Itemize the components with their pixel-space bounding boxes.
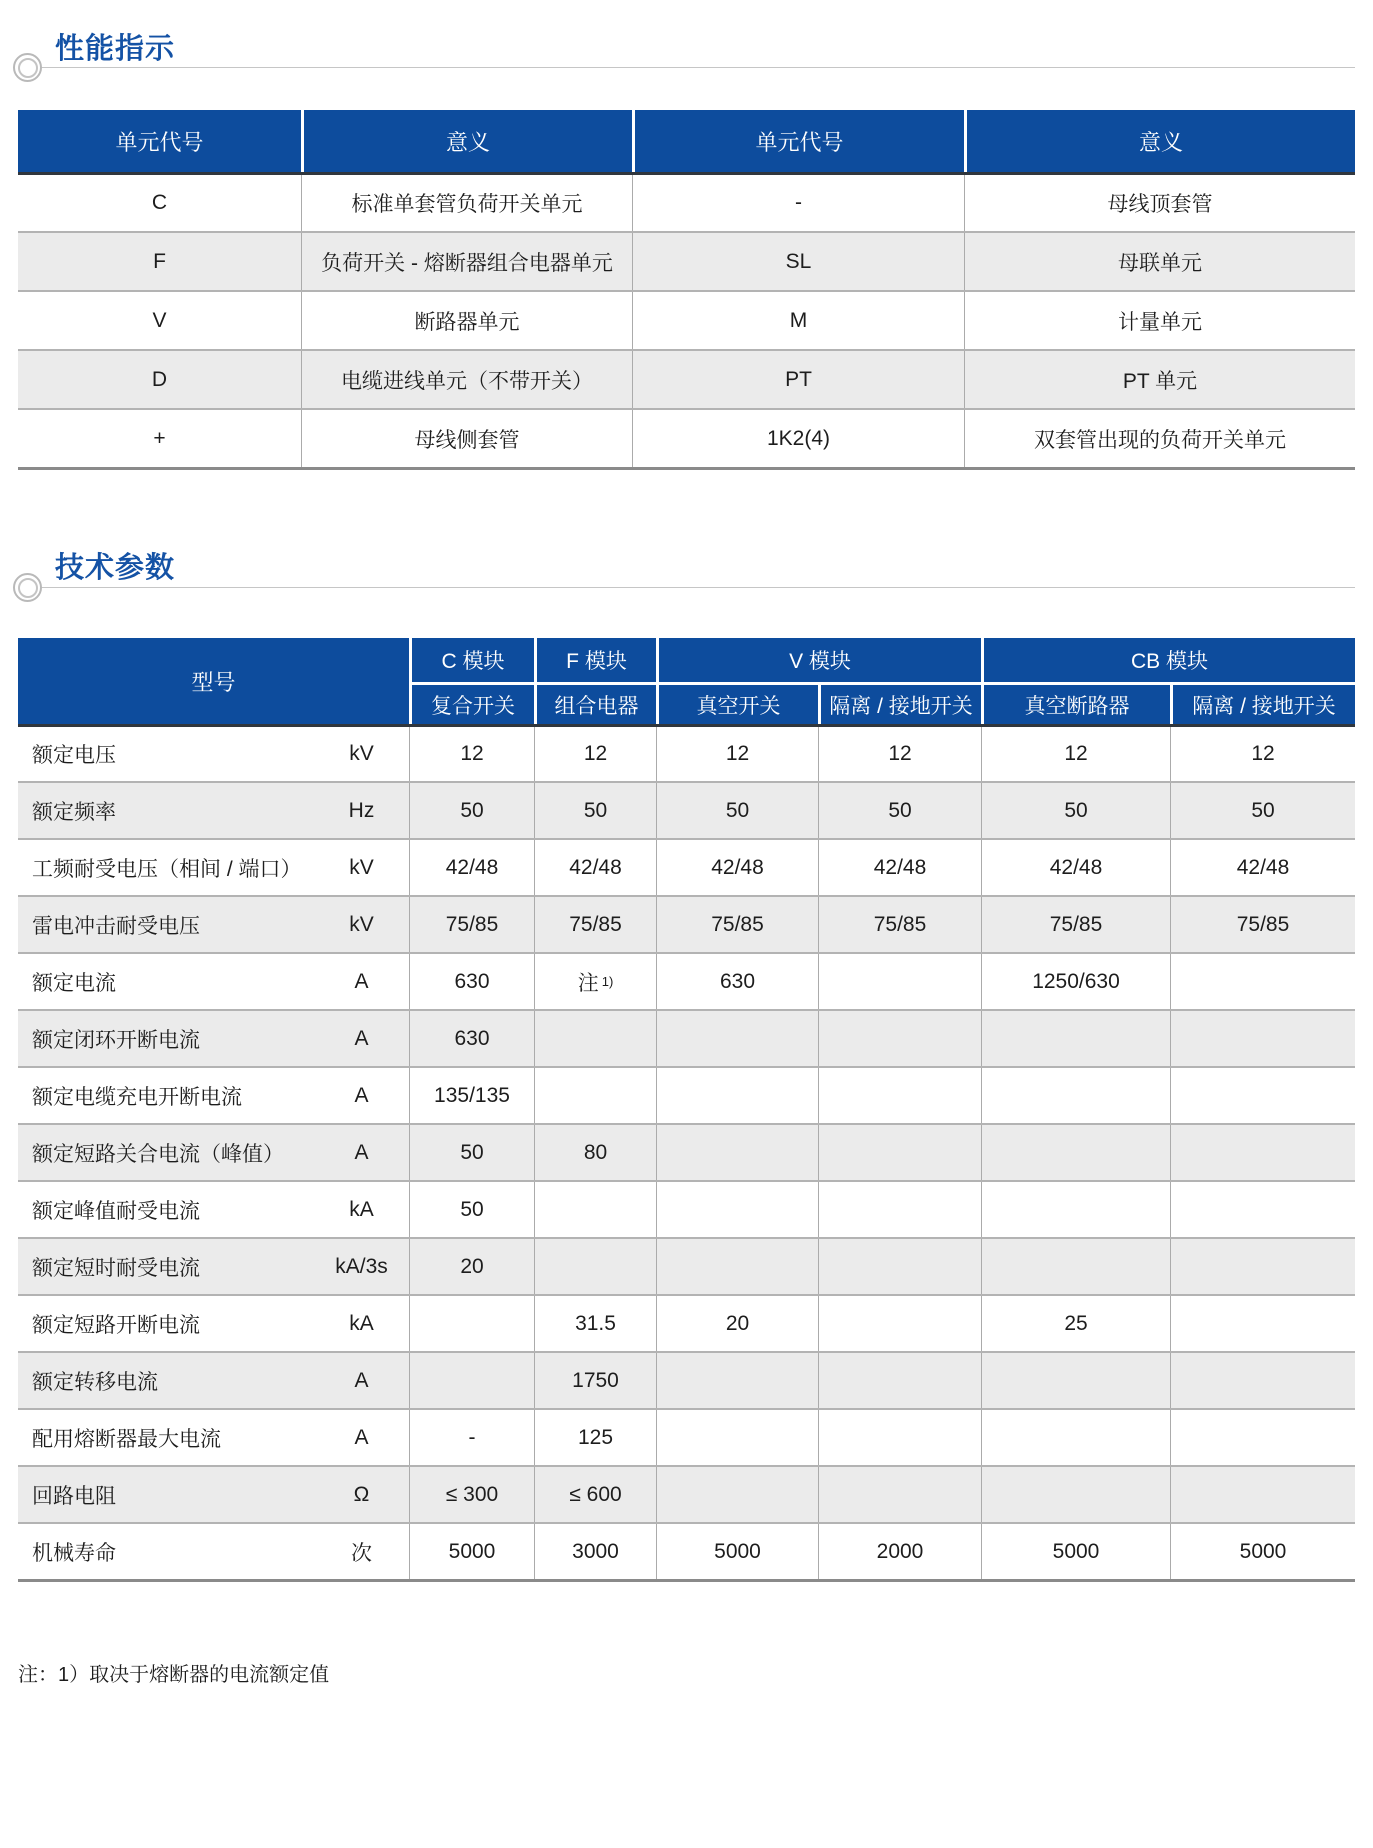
param-value: 20 <box>656 1296 818 1351</box>
param-label-cell <box>18 840 409 895</box>
param-row <box>18 838 1355 895</box>
param-value <box>409 1296 534 1351</box>
param-label-cell <box>18 1125 409 1180</box>
unit-table-header-cell: 意义 <box>301 110 632 172</box>
param-value: 42/48 <box>818 840 981 895</box>
param-value <box>818 1353 981 1408</box>
param-unit: kV <box>349 742 374 765</box>
param-name: 额定转移电流 <box>32 1370 158 1394</box>
param-value: 12 <box>409 727 534 781</box>
param-value <box>656 1353 818 1408</box>
unit-table-row <box>18 408 1355 467</box>
param-value <box>818 1125 981 1180</box>
param-value: 42/48 <box>981 840 1170 895</box>
section-divider-ring-icon <box>13 573 42 602</box>
param-value: 50 <box>409 783 534 838</box>
param-value: 50 <box>656 783 818 838</box>
unit-table-cell: 母联单元 <box>964 233 1355 290</box>
param-name: 额定频率 <box>32 800 116 824</box>
param-value: - <box>409 1410 534 1465</box>
module-subheader: 隔离 / 接地开关 <box>1170 685 1355 724</box>
param-label-cell <box>18 1182 409 1237</box>
param-value <box>1170 954 1355 1009</box>
param-value <box>534 1068 656 1123</box>
param-name: 雷电冲击耐受电压 <box>32 914 200 938</box>
unit-table-cell: 电缆进线单元（不带开关） <box>301 351 632 408</box>
param-value <box>534 1239 656 1294</box>
param-value: 630 <box>409 1011 534 1066</box>
param-value <box>818 1239 981 1294</box>
param-value: 5000 <box>409 1524 534 1579</box>
param-unit: kA <box>349 1197 374 1221</box>
param-label-cell <box>18 1011 409 1066</box>
param-label-cell <box>18 1353 409 1408</box>
section-title-performance: 性能指示 <box>55 33 176 65</box>
param-value <box>1170 1011 1355 1066</box>
param-row <box>18 724 1355 781</box>
module-subheader: 真空断路器 <box>981 685 1170 724</box>
module-subheader: 隔离 / 接地开关 <box>818 685 981 724</box>
param-label-cell <box>18 1467 409 1522</box>
param-row <box>18 1465 1355 1522</box>
unit-table-cell: 母线侧套管 <box>301 410 632 467</box>
module-subheader: 复合开关 <box>409 685 534 724</box>
param-value: 125 <box>534 1410 656 1465</box>
unit-table-cell: V <box>152 308 167 332</box>
param-value: 1250/630 <box>981 954 1170 1009</box>
module-group-header-row <box>409 638 1355 682</box>
param-value <box>656 1239 818 1294</box>
param-value: 80 <box>534 1125 656 1180</box>
param-value <box>1170 1353 1355 1408</box>
footnote: 注：1）取决于熔断器的电流额定值 <box>18 1664 330 1686</box>
param-table-model-header: 型号 <box>191 669 236 695</box>
param-value: ≤ 600 <box>534 1467 656 1522</box>
module-subheader: 组合电器 <box>534 685 656 724</box>
unit-table-cell: 断路器单元 <box>301 292 632 349</box>
param-value: 注 1) <box>534 954 656 1009</box>
param-value: 12 <box>981 727 1170 781</box>
unit-table-cell: C <box>151 191 168 214</box>
param-value: 1750 <box>534 1353 656 1408</box>
unit-table-header-cell: 意义 <box>964 110 1355 172</box>
param-value <box>818 1182 981 1237</box>
param-value: 50 <box>981 783 1170 838</box>
param-label-cell <box>18 1410 409 1465</box>
unit-table-cell: 双套管出现的负荷开关单元 <box>964 410 1355 467</box>
param-value <box>981 1125 1170 1180</box>
module-subheader: 真空开关 <box>656 685 818 724</box>
param-value <box>656 1182 818 1237</box>
param-value: 75/85 <box>409 897 534 952</box>
param-value <box>534 1011 656 1066</box>
param-name: 机械寿命 <box>32 1541 116 1565</box>
param-row <box>18 952 1355 1009</box>
param-value: 5000 <box>656 1524 818 1579</box>
param-value: 50 <box>409 1125 534 1180</box>
param-row <box>18 895 1355 952</box>
param-name: 额定短时耐受电流 <box>32 1256 200 1280</box>
unit-table-cell: 计量单元 <box>964 292 1355 349</box>
param-value <box>656 1410 818 1465</box>
param-name: 额定电压 <box>32 744 116 767</box>
param-label-cell <box>18 727 409 781</box>
param-row <box>18 781 1355 838</box>
param-unit: Ω <box>353 1482 370 1506</box>
param-value: 50 <box>409 1182 534 1237</box>
param-name: 额定峰值耐受电流 <box>32 1199 200 1223</box>
param-unit: kV <box>349 912 374 936</box>
param-unit: A <box>354 1425 369 1449</box>
param-value: 135/135 <box>409 1068 534 1123</box>
param-value <box>656 1467 818 1522</box>
param-value <box>656 1125 818 1180</box>
unit-table-row <box>18 290 1355 349</box>
param-value <box>656 1068 818 1123</box>
param-value: 12 <box>1170 727 1355 781</box>
module-group-header: V 模块 <box>656 638 981 682</box>
section-title-tech-params: 技术参数 <box>55 552 176 584</box>
param-row <box>18 1180 1355 1237</box>
param-unit: A <box>354 1083 369 1107</box>
module-group-header: CB 模块 <box>981 638 1355 682</box>
param-label-cell <box>18 1296 409 1351</box>
param-name: 配用熔断器最大电流 <box>32 1427 221 1451</box>
param-value <box>1170 1182 1355 1237</box>
param-value <box>1170 1296 1355 1351</box>
param-name: 额定闭环开断电流 <box>32 1028 200 1052</box>
unit-table-header <box>18 110 1355 172</box>
param-value: 5000 <box>981 1524 1170 1579</box>
param-value: 25 <box>981 1296 1170 1351</box>
param-value: 75/85 <box>656 897 818 952</box>
param-value <box>981 1011 1170 1066</box>
module-group-header: F 模块 <box>534 638 656 682</box>
param-value: 42/48 <box>409 840 534 895</box>
param-value: 31.5 <box>534 1296 656 1351</box>
param-value: 75/85 <box>1170 897 1355 952</box>
param-value: 630 <box>656 954 818 1009</box>
param-value: 2000 <box>818 1524 981 1579</box>
param-table-header-right <box>409 638 1355 724</box>
param-row <box>18 1351 1355 1408</box>
unit-table-cell: PT 单元 <box>964 351 1355 408</box>
param-value: ≤ 300 <box>409 1467 534 1522</box>
param-value: 42/48 <box>656 840 818 895</box>
param-name: 额定短路关合电流（峰值） <box>32 1142 284 1166</box>
param-value: 12 <box>818 727 981 781</box>
param-name: 额定短路开断电流 <box>32 1313 200 1337</box>
param-unit: kV <box>349 855 374 879</box>
param-unit: 次 <box>351 1541 372 1565</box>
param-value <box>818 1410 981 1465</box>
unit-table-row <box>18 349 1355 408</box>
unit-table-cell: 1K2(4) <box>632 410 964 467</box>
unit-code-table <box>18 110 1355 470</box>
param-value <box>409 1353 534 1408</box>
param-row <box>18 1123 1355 1180</box>
param-name: 回路电阻 <box>32 1484 116 1508</box>
param-name: 工频耐受电压（相间 / 端口） <box>32 857 302 881</box>
unit-table-cell: SL <box>632 233 964 290</box>
param-unit: A <box>354 969 369 993</box>
param-label-cell <box>18 1068 409 1123</box>
param-value: 5000 <box>1170 1524 1355 1579</box>
param-unit: A <box>354 1140 369 1164</box>
tech-params-table <box>18 638 1355 1582</box>
param-value <box>1170 1410 1355 1465</box>
param-label-cell <box>18 897 409 952</box>
param-value <box>1170 1239 1355 1294</box>
param-name: 额定电流 <box>32 971 116 995</box>
param-value <box>534 1182 656 1237</box>
param-row <box>18 1009 1355 1066</box>
unit-table-row <box>18 172 1355 231</box>
param-value: 42/48 <box>534 840 656 895</box>
unit-table-cell: 母线顶套管 <box>964 175 1355 231</box>
param-label-cell <box>18 1524 409 1579</box>
param-value <box>1170 1125 1355 1180</box>
param-unit: A <box>354 1026 369 1050</box>
unit-table-cell: 负荷开关 - 熔断器组合电器单元 <box>301 233 632 290</box>
param-value: 12 <box>534 727 656 781</box>
param-value: 630 <box>409 954 534 1009</box>
unit-table-cell: D <box>151 367 168 391</box>
unit-table-cell: PT <box>632 351 964 408</box>
param-value <box>818 954 981 1009</box>
param-name: 额定电缆充电开断电流 <box>32 1085 242 1109</box>
param-value <box>981 1239 1170 1294</box>
param-value <box>981 1068 1170 1123</box>
unit-table-cell: - <box>632 175 964 231</box>
param-value: 12 <box>656 727 818 781</box>
param-label-cell <box>18 783 409 838</box>
param-row <box>18 1408 1355 1465</box>
param-value <box>981 1410 1170 1465</box>
param-value: 75/85 <box>818 897 981 952</box>
param-unit: kA <box>349 1311 374 1335</box>
param-value: 50 <box>1170 783 1355 838</box>
param-row <box>18 1066 1355 1123</box>
section-divider-line <box>40 587 1355 588</box>
param-unit: A <box>354 1368 369 1392</box>
param-table-body <box>18 724 1355 1582</box>
param-value: 3000 <box>534 1524 656 1579</box>
param-value: 42/48 <box>1170 840 1355 895</box>
param-value <box>818 1011 981 1066</box>
param-value <box>818 1296 981 1351</box>
param-value: 75/85 <box>981 897 1170 952</box>
param-label-cell <box>18 1239 409 1294</box>
param-value <box>656 1011 818 1066</box>
param-row <box>18 1294 1355 1351</box>
param-row <box>18 1522 1355 1579</box>
module-group-header: C 模块 <box>409 638 534 682</box>
param-value: 75/85 <box>534 897 656 952</box>
param-value <box>1170 1068 1355 1123</box>
param-value <box>1170 1467 1355 1522</box>
param-row <box>18 1237 1355 1294</box>
unit-table-cell: + <box>153 426 166 450</box>
param-value: 50 <box>818 783 981 838</box>
param-value <box>818 1467 981 1522</box>
unit-table-header-cell: 单元代号 <box>632 110 964 172</box>
param-value: 50 <box>534 783 656 838</box>
unit-table-cell: M <box>632 292 964 349</box>
param-value <box>981 1182 1170 1237</box>
unit-table-header-cell: 单元代号 <box>115 129 204 155</box>
unit-table-cell: 标准单套管负荷开关单元 <box>301 175 632 231</box>
param-value <box>818 1068 981 1123</box>
param-unit: kA/3s <box>335 1254 388 1278</box>
unit-table-body <box>18 172 1355 470</box>
unit-table-cell: F <box>153 249 166 273</box>
param-value: 20 <box>409 1239 534 1294</box>
module-subheader-row <box>409 682 1355 724</box>
param-value <box>981 1467 1170 1522</box>
section-divider-line <box>40 67 1355 68</box>
unit-table-row <box>18 231 1355 290</box>
param-table-header <box>18 638 1355 724</box>
param-label-cell <box>18 954 409 1009</box>
param-unit: Hz <box>348 798 375 822</box>
section-divider-ring-icon <box>13 53 42 82</box>
param-value <box>981 1353 1170 1408</box>
